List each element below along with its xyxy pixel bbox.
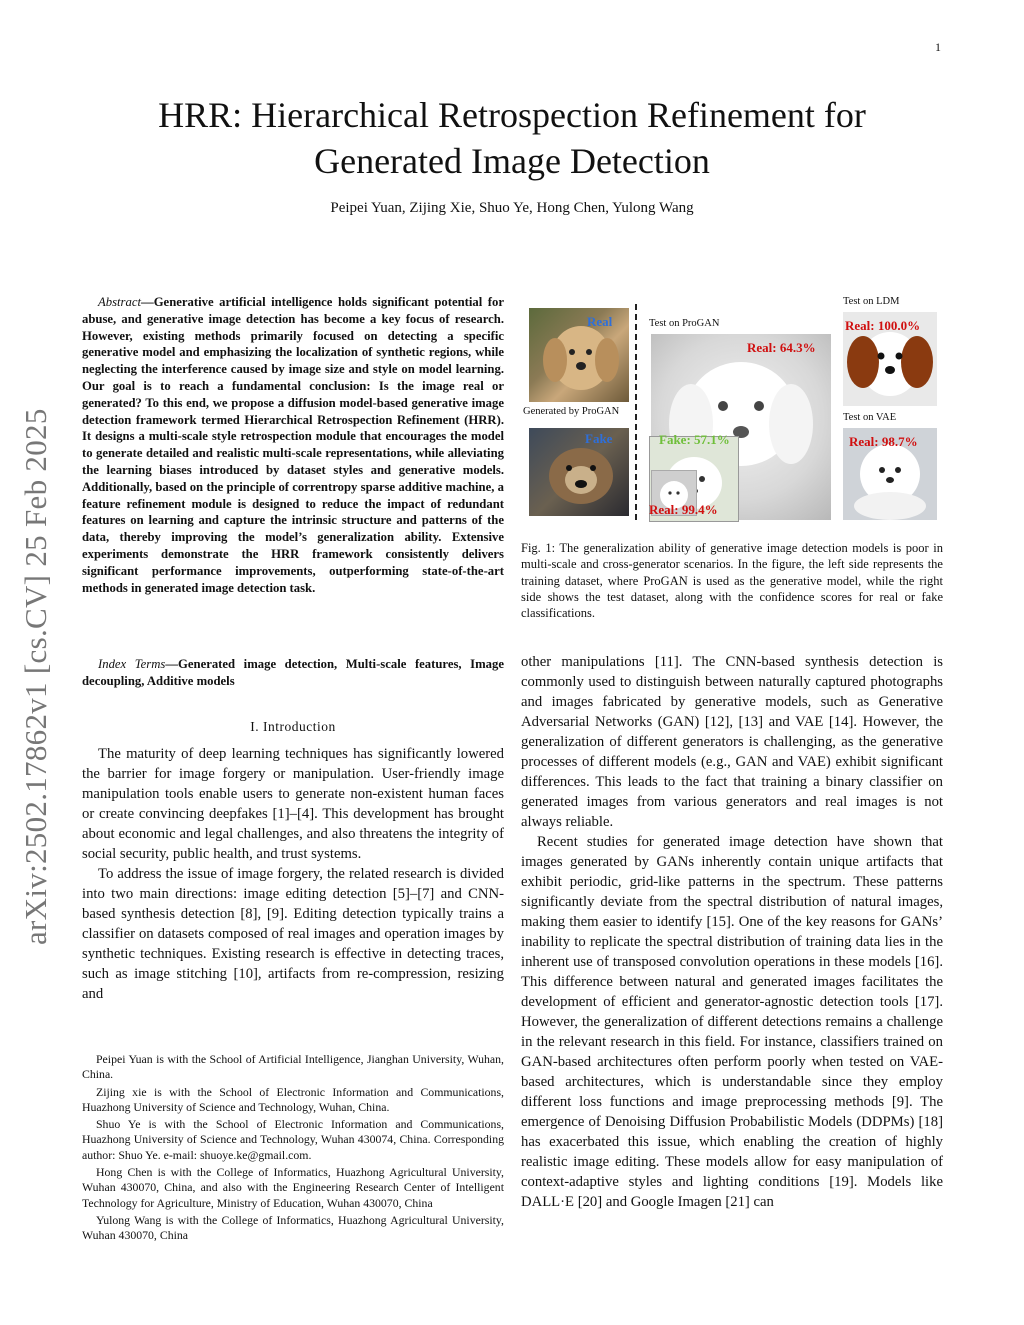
introduction-body [82, 744, 504, 1004]
body-paragraph: other manipulations [11]. The CNN-based synthesis detection is commonly used to distinguish between naturally captured photographs and images fabricated by generative models, such as Generative Adversarial Networks (GAN) [12], [13] and VAE [14]. However, the generalization of different generators is challenging, as the generative processes of different models (e.g., GAN and VAE) exhibit significant differences. This leads to the fact that training a binary classifier on generated images from various generators and real images is not always reliable. [521, 654, 943, 830]
page-number: 1 [935, 40, 941, 54]
footnote: Shuo Ye is with the School of Electronic Information and Communications, Huazhong University of Science and Technology, Wuhan 430074, China. Corresponding author: Shuo Ye. e-mail: shuoye.ke@gmail.com. [82, 1117, 504, 1162]
index-terms-text: Generated image detection, Multi-scale features, Image decoupling, Additive models [82, 657, 504, 688]
tag-real: Real [587, 314, 613, 329]
footnotes [82, 1052, 504, 1246]
figure-caption: Fig. 1: The generalization ability of generative image detection models is poor in multi-scale and cross-generator scenarios. In the figure, the left side represents the training dataset, where ProGAN is used as the generative model, while the right side shows the test dataset, along with the confidence scores for real or fake classifications. [521, 541, 943, 621]
label-test-vae: Test on VAE [843, 412, 897, 423]
section-heading-introduction: I. Introduction [250, 719, 336, 734]
dashed-divider [635, 304, 637, 520]
abstract-dash: — [141, 295, 154, 309]
intro-paragraph: To address the issue of image forgery, the related research is divided into two main directions: image editing detection [5]–[7] and CNN-based synthesis detection [8], [9]. Editing detection typically trains a classifier on datasets composed of real images and operation images by synthetic techniques. Existing research is effective in detecting traces, such as image stitching [10], artifacts from re-compression, resizing and [82, 866, 504, 1002]
abstract [82, 294, 504, 596]
score-progan-real: Real: 64.3% [747, 340, 816, 355]
dog-illustration [529, 308, 629, 402]
score-vae-real: Real: 98.7% [849, 434, 918, 449]
footnote: Yulong Wang is with the College of Informatics, Huazhong Agricultural University, Wuhan 430070, China [82, 1212, 504, 1243]
intro-paragraph: The maturity of deep learning techniques has significantly lowered the barrier for image forgery or manipulation. User-friendly image manipulation tools enable users to generate non-existent human faces or create convincing deepfakes [1]–[4]. This development has brought about economic and legal challenges, and also threatens the integrity of social security, public health, and trust systems. [82, 746, 504, 862]
body-paragraph: Recent studies for generated image detection have shown that images generated by GANs inherently contain unique artifacts that exhibit periodic, grid-like patterns in the spectrum. These patterns significantly deviate from the spectral distribution of natural images, making them easier to identify [15]. One of the key reasons for GANs’ inability to replicate the spectral distribution of training data lies in the inherent use of transposed convolution operations in these models [16]. This difference between natural and generated images facilitates the development of efficient and generator-agnostic detection tools [17]. However, the generalization of different detections remains a challenge in the relevant research in this field. For instance, classifiers trained on GAN-based architectures often perform poorly when tested on VAE-based architectures, which is understandable since they employ different loss functions and image preprocessing methods [9]. The emergence of Denoising Diffusion Probabilistic Models (DDPMs) [18] has exacerbated this issue, which enabling the creation of highly realistic image editing. These models allow for easy manipulation of context-adaptive styles and lighting conditions [19]. Models like DALL·E [20] and Google Imagen [21] can [521, 834, 943, 1210]
label-test-progan: Test on ProGAN [649, 318, 720, 329]
index-terms-dash: — [165, 657, 179, 671]
fake-dog-image [529, 428, 629, 516]
paper-title [0, 92, 1024, 184]
index-terms-label: Index Terms [98, 657, 166, 671]
label-test-ldm: Test on LDM [843, 296, 900, 307]
dog-illustration [529, 428, 629, 516]
real-dog-image [529, 308, 629, 402]
abstract-label: Abstract [98, 295, 141, 309]
tag-fake: Fake [585, 431, 613, 446]
score-real-small: Real: 99.4% [649, 502, 718, 517]
score-ldm-real: Real: 100.0% [845, 318, 921, 333]
index-terms [82, 656, 504, 690]
label-generated-by: Generated by ProGAN [523, 406, 620, 417]
title-line-1: HRR: Hierarchical Retrospection Refinement for [158, 95, 866, 135]
footnote: Zijing xie is with the School of Electronic Information and Communications, Huazhong University of Science and Technology, Wuhan, China. [82, 1084, 504, 1114]
figure-1 [521, 294, 943, 526]
footnote: Hong Chen is with the College of Informatics, Huazhong Agricultural University, Wuhan 430070, China, and also with the Engineering Research Center of Intelligent Technology for Agriculture, Ministry of Education, Wuhan 430070, China [82, 1165, 504, 1210]
arxiv-stamp: arXiv:2502.17862v1 [cs.CV] 25 Feb 2025 [18, 408, 53, 945]
title-line-2: Generated Image Detection [314, 141, 710, 181]
score-fake: Fake: 57.1% [659, 432, 730, 447]
footnote: Peipei Yuan is with the School of Artificial Intelligence, Jianghan University, Wuhan, China. [82, 1052, 504, 1082]
right-column-body [521, 652, 943, 1212]
author-list: Peipei Yuan, Zijing Xie, Shuo Ye, Hong Chen, Yulong Wang [330, 200, 694, 216]
abstract-text: Generative artificial intelligence holds significant potential for abuse, and generative image detection has become a key focus of research. However, existing methods primarily focused on detecting a specific generative model and emphasizing the localization of synthetic regions, while neglecting the interference caused by image size and style on model learning. Our goal is to reach a fundamental conclusion: Is the image real or generated? To this end, we propose a diffusion model-based generative image detection framework termed Hierarchical Retrospection Refinement (HRR). It designs a multi-scale style retrospection module that encourages the model to generate detailed and realistic multi-scale representations, while alleviating the learning biases introduced by dataset styles and generative models. Additionally, based on the principle of correntropy sparse additive machine, a feature refinement module is designed to reduce the impact of redundant features on learning and capture the intrinsic structure and patterns of the data, thereby improving the model’s generalization ability. Extensive experiments demonstrate the HRR framework consistently delivers significant performance improvements, outperforming state-of-the-art methods in generated image detection task. [82, 295, 504, 595]
